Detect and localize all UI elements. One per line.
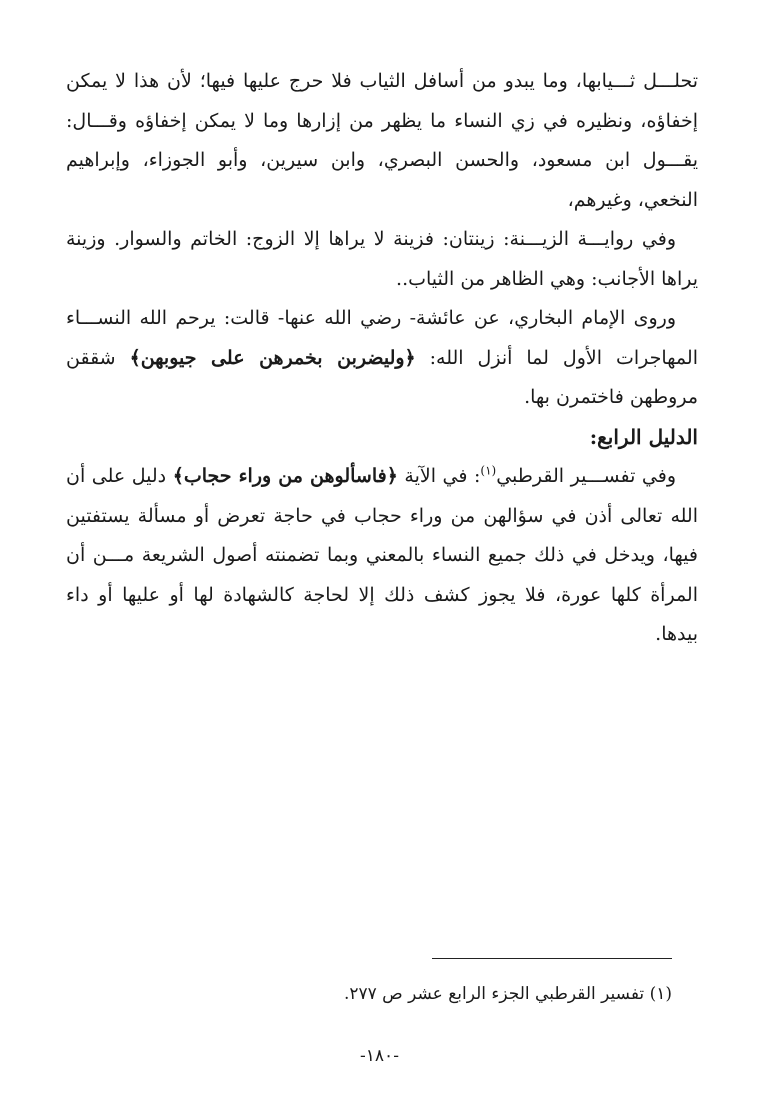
paragraph-3-tail: شققن مروطهن فاختمرن بها. [66, 346, 698, 408]
paragraph-4-mid: : في الآية [397, 465, 481, 487]
quran-verse-1: ﴿وليضربن بخمرهن على جيوبهن﴾ [129, 346, 416, 369]
paragraph-4-text: وفي تفســـير القرطبي [496, 465, 677, 487]
footnote-reference[interactable]: (١) [480, 463, 497, 478]
paragraph-4-tail: دليل على أن الله تعالى أذن في سؤالهن من وراء حجاب في حاجة تعرض أو مسألة يستفتين فيها، ويدخل في ذلك جميع النساء بالمعني وبما تضمنته أصول الشريعة مـــن أن المرأة كلها عورة، فلا يجوز كشف ذلك إلا لحاجة كالشهادة لها أو عليها أو داء بيدها. [66, 465, 698, 645]
footnote: (١) تفسير القرطبي الجزء الرابع عشر ص ٢٧٧. [343, 984, 672, 1004]
page-number: -١٨٠- [360, 1046, 399, 1066]
page-body [66, 62, 698, 655]
section-heading: الدليل الرابع: [589, 424, 698, 449]
paragraph-1: تحلـــل ثـــيابها، وما يبدو من أسافل الثياب فلا حرج عليها فيها؛ لأن هذا لا يمكن إخفاؤه، ونظيره في زي النساء ما يظهر من إزارها وما لا يمكن إخفاؤه وقـــال: يقـــول ابن مسعود، والحسن البصري، وابن سيرين، وأبو الجوزاء، وإبراهيم النخعي، وغيرهم، [66, 70, 698, 211]
paragraph-2: وفي روايـــة الزيـــنة: زينتان: فزينة لا يراها إلا الزوج: الخاتم والسوار. وزينة يراها الأجانب: وهي الظاهر من الثياب.. [66, 228, 698, 290]
footnote-divider [432, 958, 672, 959]
paragraph-4 [66, 457, 698, 655]
paragraph-3-text: وروى الإمام البخاري، عن عائشة- رضي الله عنها- قالت: يرحم الله النســـاء المهاجرات الأول لما أنزل الله: [66, 307, 698, 369]
quran-verse-2: ﴿فاسألوهن من وراء حجاب﴾ [172, 465, 398, 487]
paragraph-3 [66, 299, 698, 418]
